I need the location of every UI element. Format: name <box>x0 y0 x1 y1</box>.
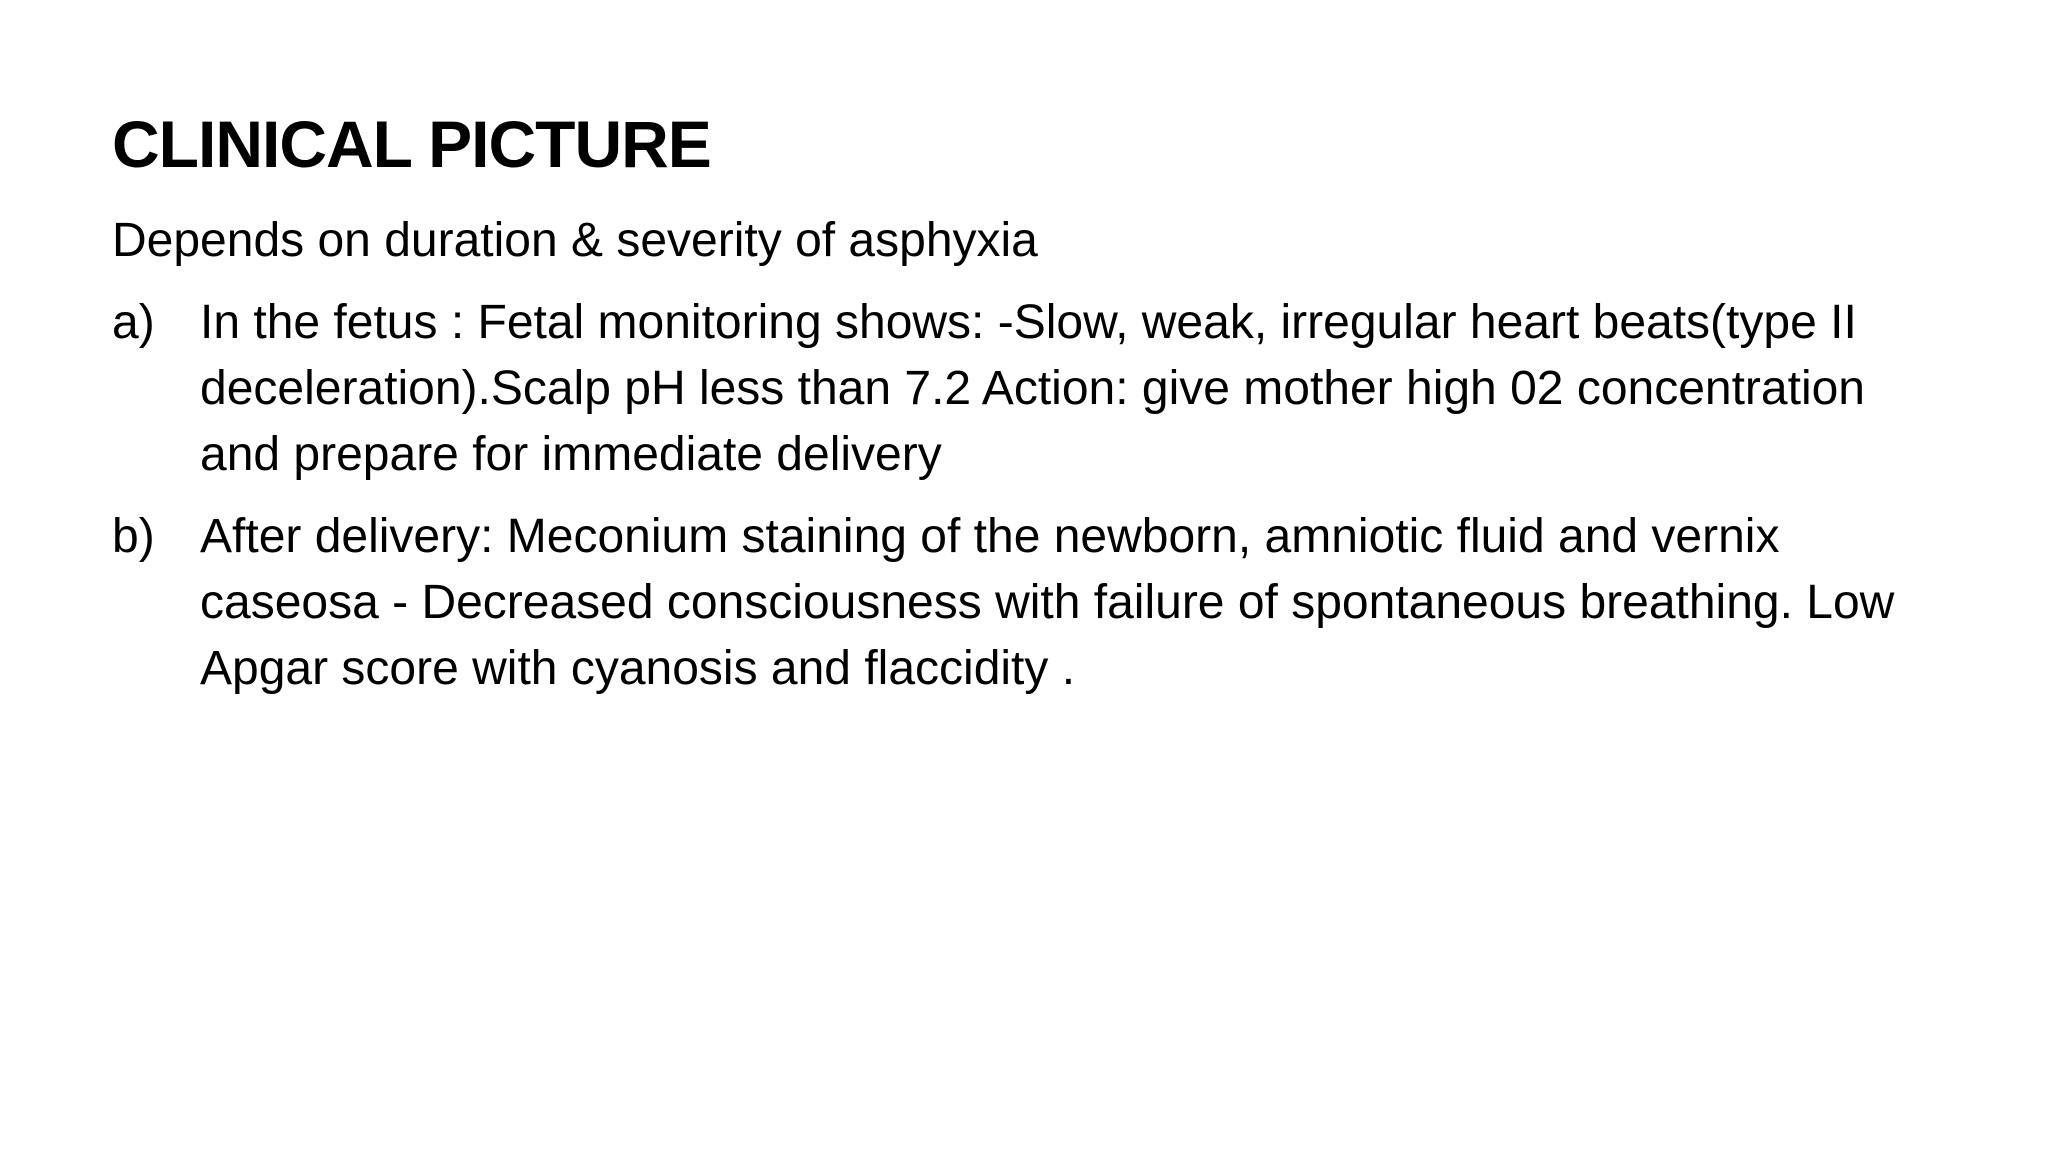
list-marker: a) <box>112 296 155 349</box>
list-marker: b) <box>112 510 155 563</box>
list-item-a <box>112 290 1932 488</box>
intro-text: Depends on duration & severity of asphyxia <box>112 214 1038 267</box>
list-item-text: After delivery: Meconium staining of the newborn, amniotic fluid and vernix caseosa - Decreased consciousness with failure of spontaneous breathing. Low Apgar score with cyanosis and flaccidity . <box>200 510 1895 695</box>
slide-body <box>112 208 1932 718</box>
slide-title: CLINICAL PICTURE <box>112 107 711 181</box>
list-item-b <box>112 504 1932 702</box>
list-item-text: In the fetus : Fetal monitoring shows: -Slow, weak, irregular heart beats(type II deceleration).Scalp pH less than 7.2 Action: give mother high 02 concentration and prepare for immediate delivery <box>200 296 1865 481</box>
